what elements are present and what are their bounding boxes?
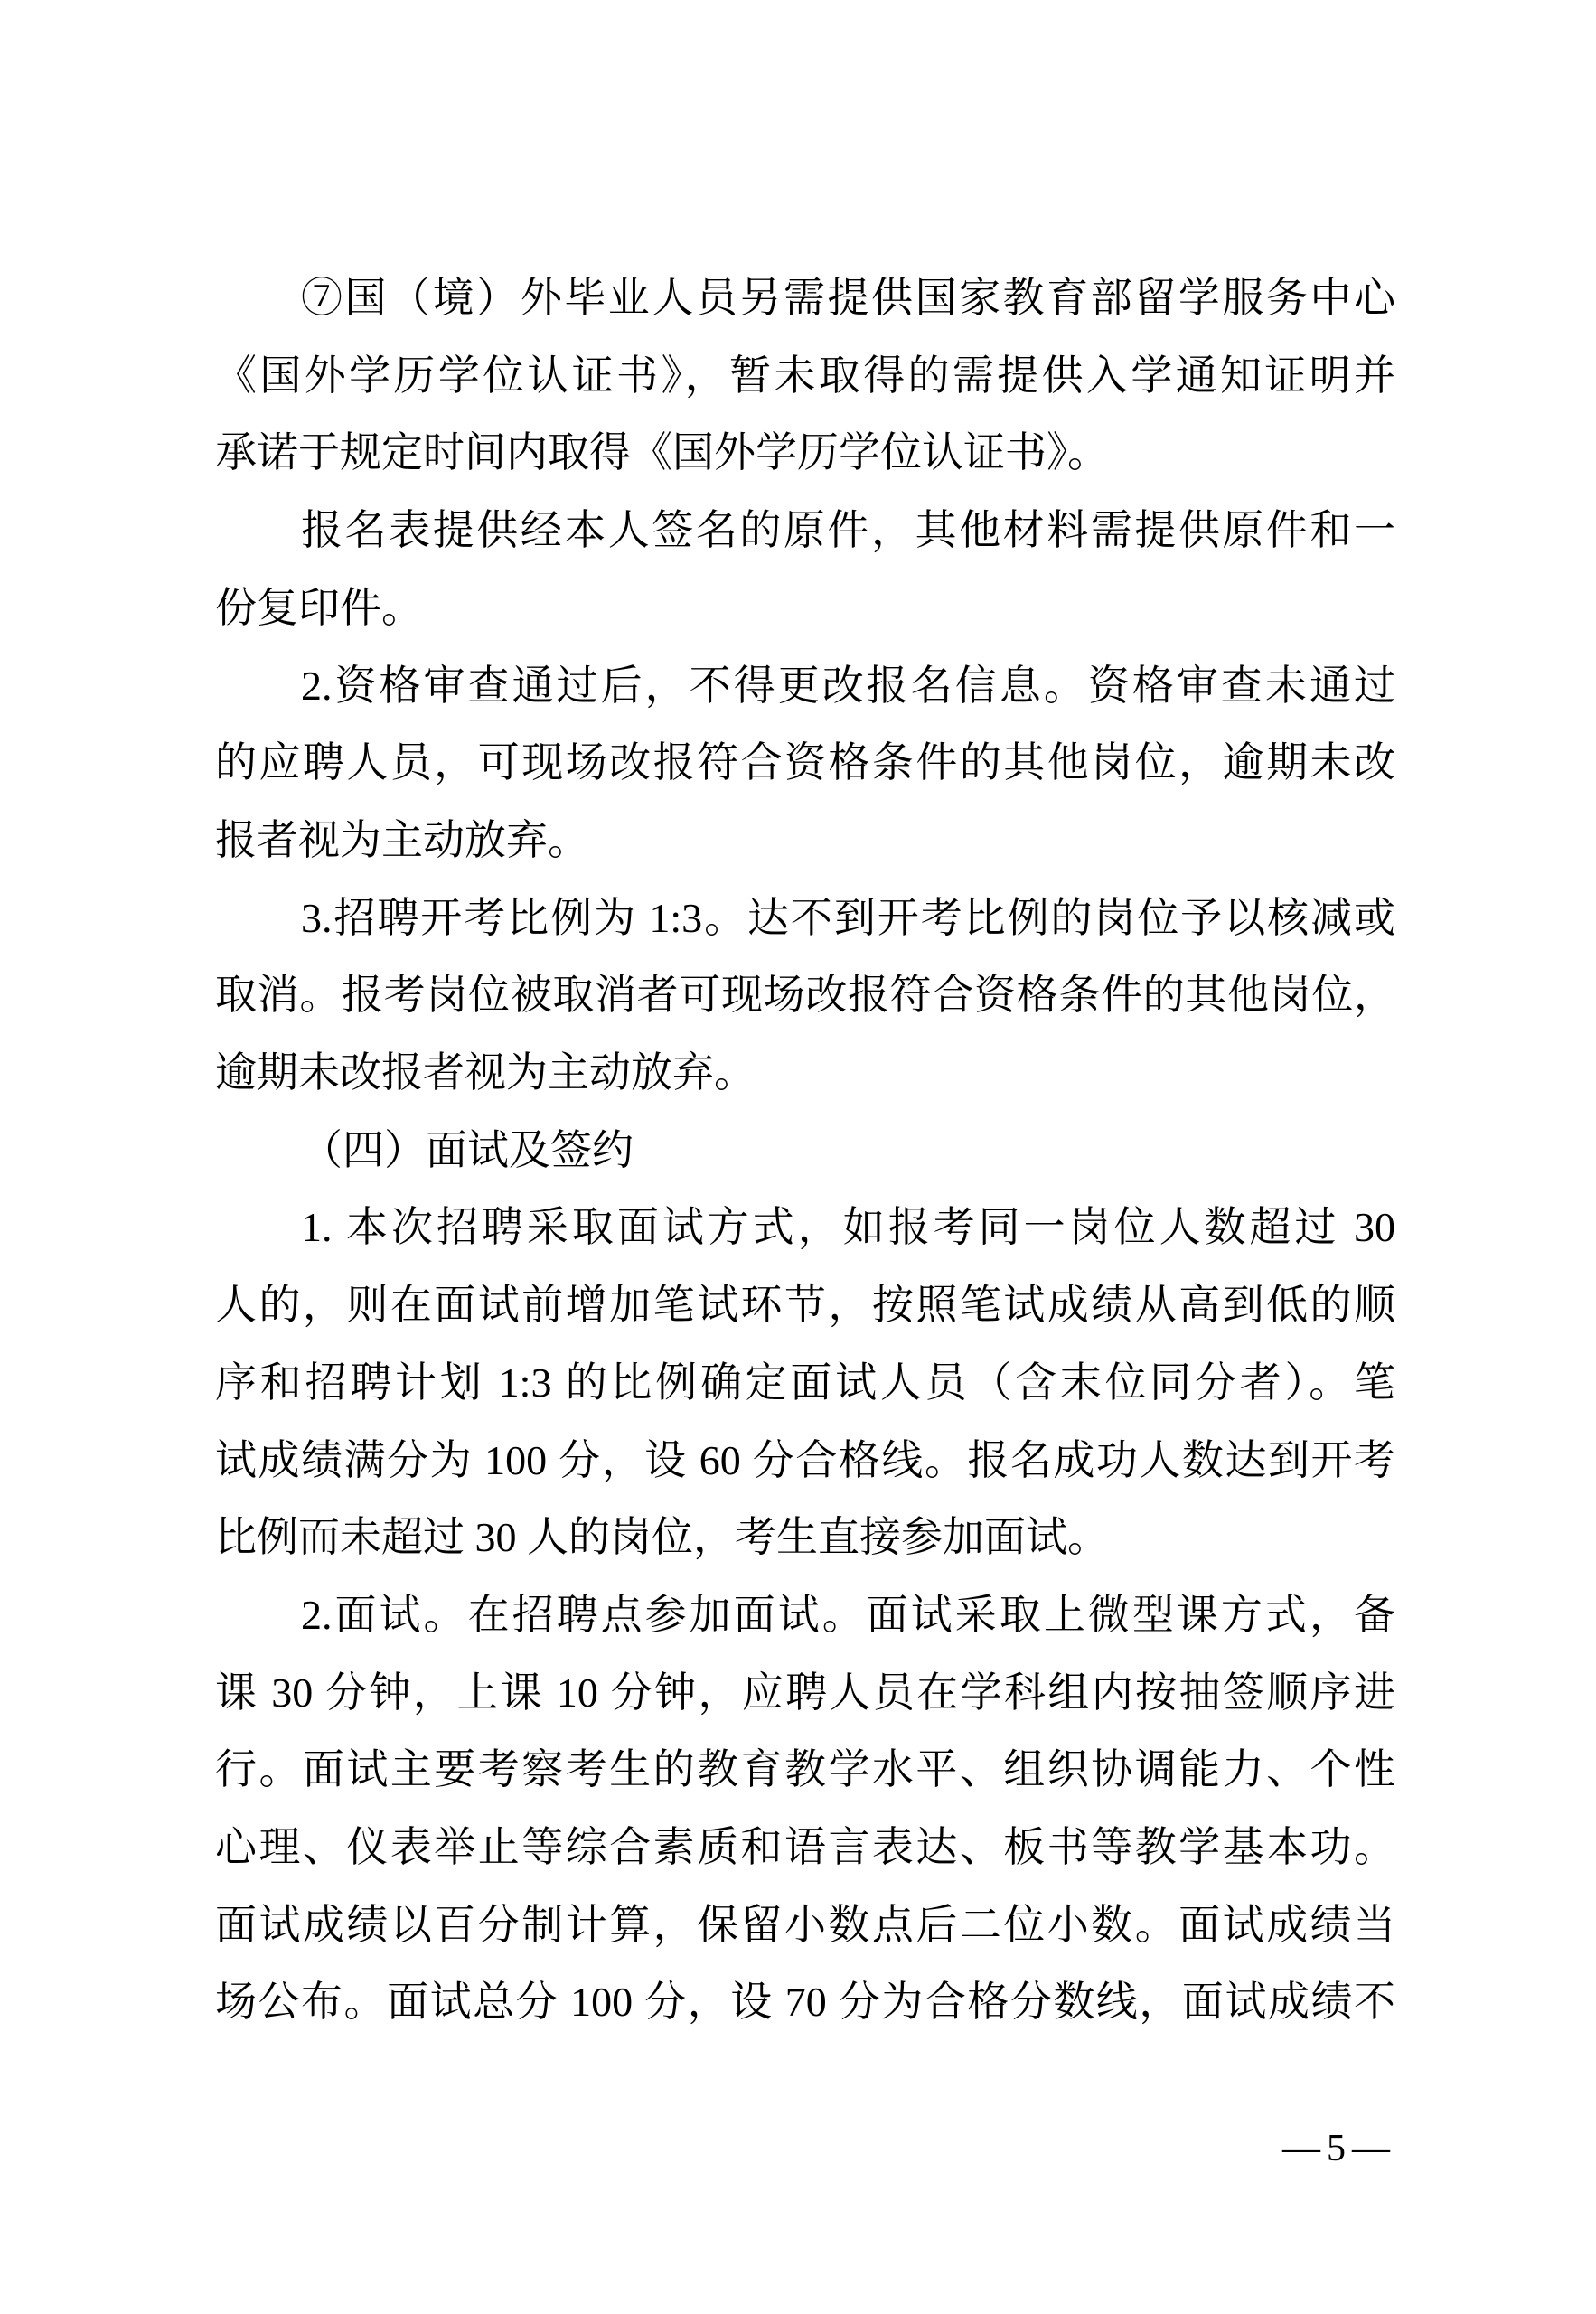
text-line: 2.面试。在招聘点参加面试。面试采取上微型课方式，备	[301, 1591, 1395, 1638]
page-number: —5—	[1282, 2128, 1396, 2169]
text-line: 序和招聘计划 1:3 的比例确定面试人员（含末位同分者）。笔	[215, 1359, 1395, 1406]
text-line: 3.招聘开考比例为 1:3。达不到开考比例的岗位予以核减或	[301, 894, 1395, 941]
text-line: 心理、仪表举止等综合素质和语言表达、板书等教学基本功。	[215, 1824, 1395, 1871]
text-line: 报名表提供经本人签名的原件，其他材料需提供原件和一	[301, 507, 1395, 554]
text-line: 份复印件。	[215, 584, 423, 631]
text-line: 报者视为主动放弃。	[215, 816, 589, 863]
text-line: 场公布。面试总分 100 分，设 70 分为合格分数线，面试成绩不	[215, 1979, 1395, 2026]
document-body	[215, 259, 1395, 2041]
text-line: 人的，则在面试前增加笔试环节，按照笔试成绩从高到低的顺	[215, 1282, 1395, 1329]
text-line: 面试成绩以百分制计算，保留小数点后二位小数。面试成绩当	[215, 1901, 1395, 1948]
text-line: 的应聘人员，可现场改报符合资格条件的其他岗位，逾期未改	[215, 739, 1395, 786]
text-line: ⑦国（境）外毕业人员另需提供国家教育部留学服务中心	[301, 275, 1395, 321]
text-line: 《国外学历学位认证书》，暂未取得的需提供入学通知证明并	[215, 352, 1395, 399]
text-line: （四）面试及签约	[301, 1126, 634, 1173]
text-line: 承诺于规定时间内取得《国外学历学位认证书》。	[215, 429, 1109, 476]
text-line: 2.资格审查通过后，不得更改报名信息。资格审查未通过	[301, 662, 1395, 709]
text-line: 行。面试主要考察考生的教育教学水平、组织协调能力、个性	[215, 1746, 1395, 1793]
text-line: 逾期未改报者视为主动放弃。	[215, 1049, 756, 1096]
text-line: 课 30 分钟，上课 10 分钟，应聘人员在学科组内按抽签顺序进	[215, 1669, 1395, 1716]
text-line: 1. 本次招聘采取面试方式，如报考同一岗位人数超过 30	[301, 1204, 1395, 1251]
text-line: 试成绩满分为 100 分，设 60 分合格线。报名成功人数达到开考	[215, 1436, 1395, 1483]
text-line: 取消。报考岗位被取消者可现场改报符合资格条件的其他岗位，	[215, 972, 1395, 1019]
text-line: 比例而未超过 30 人的岗位，考生直接参加面试。	[215, 1514, 1109, 1561]
